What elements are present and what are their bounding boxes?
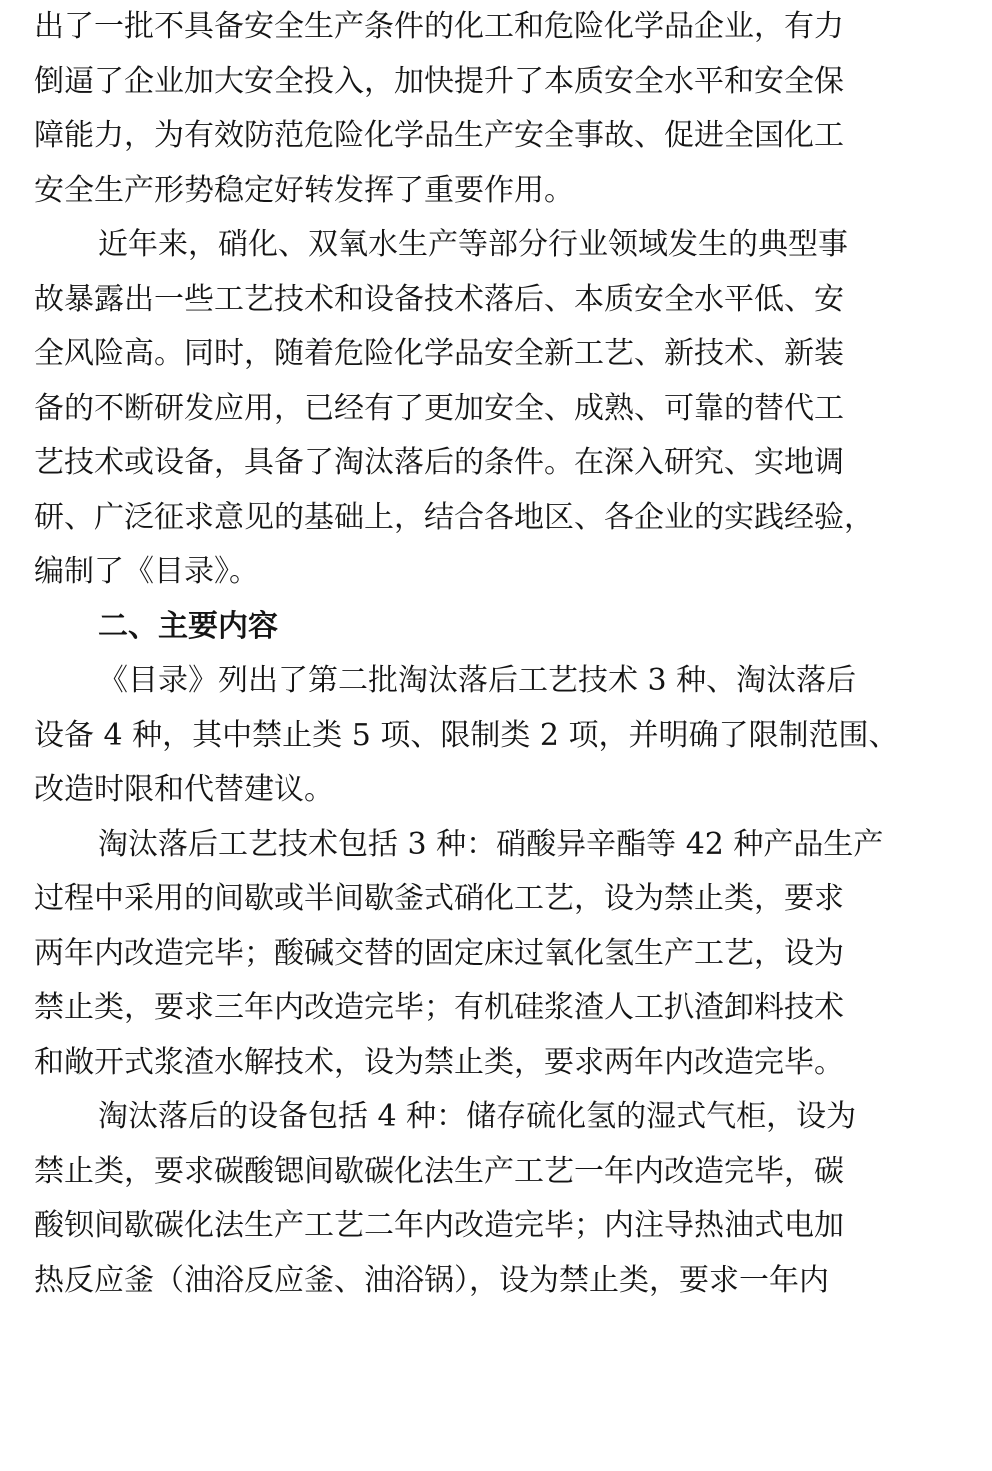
text-line: 和敞开式浆渣水解技术，设为禁止类，要求两年内改造完毕。	[34, 1044, 844, 1080]
text-line: 禁止类，要求碳酸锶间歇碳化法生产工艺一年内改造完毕，碳	[34, 1153, 844, 1189]
text-line: 设备 4 种，其中禁止类 5 项、限制类 2 项，并明确了限制范围、	[34, 717, 899, 753]
text-line: 酸钡间歇碳化法生产工艺二年内改造完毕；内注导热油式电加	[34, 1208, 844, 1243]
text-line: 安全生产形势稳定好转发挥了重要作用。	[34, 172, 574, 208]
heading-text: 二、主要内容	[98, 608, 278, 644]
text-line: 艺技术或设备，具备了淘汰落后的条件。在深入研究、实地调	[34, 445, 844, 480]
text-line: 两年内改造完毕；酸碱交替的固定床过氧化氢生产工艺，设为	[34, 935, 844, 971]
paragraph-catalog-summary	[34, 654, 966, 818]
text-line: 近年来，硝化、双氧水生产等部分行业领域发生的典型事	[98, 227, 848, 262]
text-line: 编制了《目录》。	[34, 554, 259, 589]
text-line: 备的不断研发应用，已经有了更加安全、成熟、可靠的替代工	[34, 390, 844, 426]
text-line: 热反应釜（油浴反应釜、油浴锅），设为禁止类，要求一年内	[34, 1262, 829, 1298]
paragraph-recent-years	[34, 218, 966, 600]
text-line: 《目录》列出了第二批淘汰落后工艺技术 3 种、淘汰落后	[98, 663, 857, 698]
paragraph-process-technologies	[34, 818, 966, 1091]
text-line: 研、广泛征求意见的基础上，结合各地区、各企业的实践经验，	[34, 499, 874, 535]
text-line: 倒逼了企业加大安全投入，加快提升了本质安全水平和安全保	[34, 63, 844, 99]
text-line: 过程中采用的间歇或半间歇釜式硝化工艺，设为禁止类，要求	[34, 881, 844, 916]
text-line: 故暴露出一些工艺技术和设备技术落后、本质安全水平低、安	[34, 281, 844, 317]
text-line: 全风险高。同时，随着危险化学品安全新工艺、新技术、新装	[34, 336, 844, 371]
text-line: 改造时限和代替建议。	[34, 772, 334, 807]
section-heading	[34, 600, 966, 655]
paragraph-equipment	[34, 1090, 966, 1308]
text-line: 淘汰落后的设备包括 4 种：储存硫化氢的湿式气柜，设为	[98, 1099, 857, 1134]
paragraph-intro-continued	[34, 0, 966, 218]
text-line: 障能力，为有效防范危险化学品生产安全事故、促进全国化工	[34, 118, 844, 153]
text-line: 禁止类，要求三年内改造完毕；有机硅浆渣人工扒渣卸料技术	[34, 990, 844, 1025]
text-line: 淘汰落后工艺技术包括 3 种：硝酸异辛酯等 42 种产品生产	[98, 826, 884, 862]
text-line: 出了一批不具备安全生产条件的化工和危险化学品企业，有力	[34, 9, 844, 44]
document-page	[34, 0, 966, 1308]
